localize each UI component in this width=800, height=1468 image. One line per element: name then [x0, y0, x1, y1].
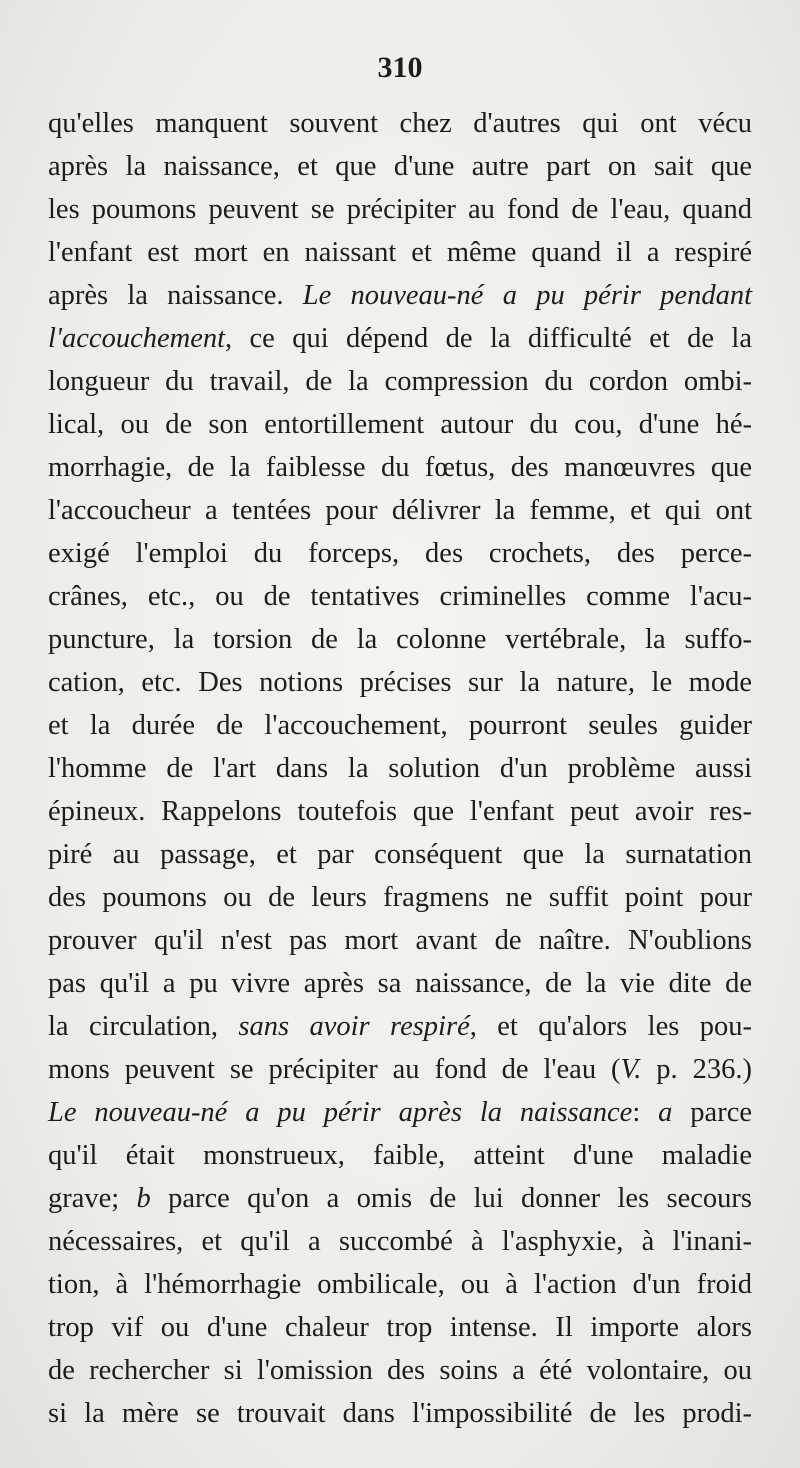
text-segment: mons peuvent se précipiter au fond de l'eau (	[48, 1054, 621, 1085]
text-line	[48, 1048, 752, 1091]
text-segment: et la durée de l'accouchement, pourront seules guider	[48, 710, 752, 741]
text-segment: , ce qui dépend de la difficulté et de la	[225, 323, 752, 354]
italic-text-segment: l'accouchement	[48, 323, 226, 354]
text-segment: grave;	[48, 1183, 137, 1214]
text-line	[48, 145, 752, 188]
text-line	[48, 618, 752, 661]
italic-text-segment: sans avoir respiré	[238, 1011, 470, 1042]
text-segment: des poumons ou de leurs fragmens ne suffit point pour	[48, 882, 752, 913]
text-segment: piré au passage, et par conséquent que la surnatation	[48, 839, 752, 870]
italic-text-segment: Le nouveau-né a pu périr pendant	[302, 280, 752, 311]
italic-text-segment: Le nouveau-né a pu périr après la naissance	[48, 1097, 633, 1128]
text-line	[48, 747, 752, 790]
text-line	[48, 446, 752, 489]
text-segment: :	[632, 1097, 659, 1128]
text-segment: puncture, la torsion de la colonne vertébrale, la suffo-	[48, 624, 752, 655]
text-segment: qu'elles manquent souvent chez d'autres qui ont vécu	[48, 108, 752, 139]
text-line	[48, 790, 752, 833]
italic-text-segment: a	[658, 1097, 673, 1128]
text-segment: après la naissance.	[48, 280, 303, 311]
text-line	[48, 102, 752, 145]
text-line	[48, 919, 752, 962]
text-segment: la circulation,	[48, 1011, 239, 1042]
text-segment: crânes, etc., ou de tentatives criminelles comme l'acu-	[48, 581, 752, 612]
text-line	[48, 833, 752, 876]
text-segment: p. 236.)	[641, 1054, 752, 1085]
text-line	[48, 403, 752, 446]
text-segment: l'accoucheur a tentées pour délivrer la femme, et qui ont	[48, 495, 752, 526]
text-line	[48, 876, 752, 919]
page-number: 310	[377, 51, 423, 84]
text-segment: les poumons peuvent se précipiter au fond de l'eau, quand	[48, 194, 752, 225]
text-line	[48, 1220, 752, 1263]
text-line	[48, 188, 752, 231]
italic-text-segment: V.	[620, 1054, 642, 1085]
text-line	[48, 1134, 752, 1177]
text-segment: l'homme de l'art dans la solution d'un problème aussi	[48, 753, 752, 784]
text-segment: qu'il était monstrueux, faible, atteint d'une maladie	[48, 1140, 752, 1171]
text-segment: longueur du travail, de la compression du cordon ombi-	[48, 366, 752, 397]
text-segment: tion, à l'hémorrhagie ombilicale, ou à l'action d'un froid	[48, 1269, 752, 1300]
text-line	[48, 274, 752, 317]
italic-text-segment: b	[136, 1183, 151, 1214]
text-segment: si la mère se trouvait dans l'impossibilité de les prodi-	[48, 1398, 752, 1429]
body-text	[48, 102, 752, 1435]
text-line	[48, 1091, 752, 1134]
text-line	[48, 532, 752, 575]
text-line	[48, 1177, 752, 1220]
text-segment: nécessaires, et qu'il a succombé à l'asphyxie, à l'inani-	[48, 1226, 752, 1257]
text-line	[48, 489, 752, 532]
text-line	[48, 1349, 752, 1392]
text-line	[48, 661, 752, 704]
text-line	[48, 962, 752, 1005]
text-segment: l'enfant est mort en naissant et même quand il a respiré	[48, 237, 752, 268]
text-segment: pas qu'il a pu vivre après sa naissance, de la vie dite de	[48, 968, 752, 999]
text-line	[48, 1392, 752, 1435]
text-line	[48, 360, 752, 403]
text-segment: après la naissance, et que d'une autre part on sait que	[48, 151, 752, 182]
text-segment: prouver qu'il n'est pas mort avant de naître. N'oublions	[48, 925, 752, 956]
text-segment: cation, etc. Des notions précises sur la nature, le mode	[48, 667, 752, 698]
text-line	[48, 1306, 752, 1349]
text-segment: lical, ou de son entortillement autour du cou, d'une hé-	[48, 409, 752, 440]
text-segment: parce	[672, 1097, 752, 1128]
text-segment: trop vif ou d'une chaleur trop intense. Il importe alors	[48, 1312, 752, 1343]
text-line	[48, 1005, 752, 1048]
text-segment: de rechercher si l'omission des soins a été volontaire, ou	[48, 1355, 752, 1386]
text-line	[48, 704, 752, 747]
text-segment: parce qu'on a omis de lui donner les secours	[150, 1183, 752, 1214]
text-segment: morrhagie, de la faiblesse du fœtus, des manœuvres que	[48, 452, 752, 483]
text-line	[48, 575, 752, 618]
text-segment: , et qu'alors les pou-	[469, 1011, 752, 1042]
text-segment: exigé l'emploi du forceps, des crochets, des perce-	[48, 538, 752, 569]
text-line	[48, 317, 752, 360]
text-segment: épineux. Rappelons toutefois que l'enfant peut avoir res-	[48, 796, 752, 827]
text-line	[48, 231, 752, 274]
text-line	[48, 1263, 752, 1306]
